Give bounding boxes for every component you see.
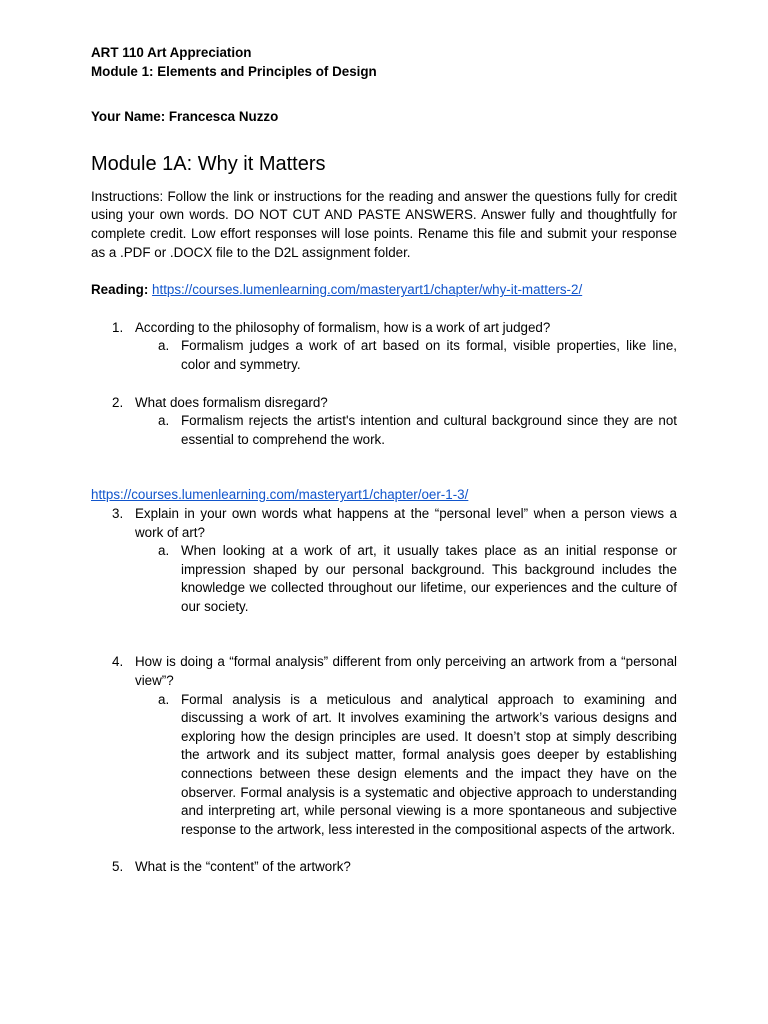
page-title: Module 1A: Why it Matters: [91, 152, 326, 175]
question-text: What does formalism disregard?: [135, 394, 328, 410]
answer-text: Formalism rejects the artist's intention and cultural background since they are not essential to comprehend the work.: [181, 413, 677, 447]
question-number: 1.: [112, 319, 124, 335]
question-number: 3.: [112, 505, 124, 521]
question-1: [91, 319, 677, 338]
answer-4: [91, 691, 677, 840]
question-text: According to the philosophy of formalism, how is a work of art judged?: [135, 319, 551, 335]
question-3: [91, 505, 677, 542]
document-page: [91, 44, 677, 877]
question-5: [91, 858, 677, 877]
reading-label: Reading:: [91, 282, 149, 298]
question-text: Explain in your own words what happens at the “personal level” when a person views a work of art?: [135, 505, 677, 540]
question-text: How is doing a “formal analysis” different from only perceiving an artwork from a “personal view”?: [135, 654, 677, 689]
module-subtitle: Module 1: Elements and Principles of Design: [91, 63, 377, 79]
question-number: 2.: [112, 394, 124, 410]
answer-letter: a.: [158, 543, 170, 559]
reading-line: [91, 281, 677, 300]
answer-letter: a.: [158, 413, 170, 429]
answer-text: When looking at a work of art, it usually takes place as an initial response or impression shaped by our personal background. This background includes the knowledge we collected throughout our lifetime, our experiences and the culture of our society.: [181, 543, 677, 614]
answer-letter: a.: [158, 691, 170, 707]
course-title: ART 110 Art Appreciation: [91, 45, 252, 60]
question-number: 5.: [112, 859, 124, 875]
answer-2: [91, 412, 677, 449]
answer-1: [91, 337, 677, 374]
student-name: Your Name: Francesca Nuzzo: [91, 109, 279, 125]
question-number: 4.: [112, 654, 124, 670]
answer-3: [91, 542, 677, 616]
answer-text: Formal analysis is a meticulous and analytical approach to examining and discussing a work of art. It involves examining the artwork’s various designs and exploring how the design principles are used. It doesn’t stop at simply describing the artwork and its subject matter, formal analysis goes deeper by establishing connections between these design elements and the impact they have on the observer. Formal analysis is a systematic and objective approach to understanding and interpreting art, while personal viewing is a more spontaneous and subjective response to the artwork, less interested in the compositional aspects of the artwork.: [181, 691, 677, 837]
answer-letter: a.: [158, 338, 170, 354]
oer-link[interactable]: https://courses.lumenlearning.com/masteryart1/chapter/oer-1-3/: [91, 487, 469, 503]
instructions-paragraph: Instructions: Follow the link or instructions for the reading and answer the questions fully for credit using your own words. DO NOT CUT AND PASTE ANSWERS. Answer fully and thoughtfully for complete credit. Low effort responses will lose points. Rename this file and submit your response as a .PDF or .DOCX file to the D2L assignment folder.: [91, 188, 677, 260]
reading-link[interactable]: https://courses.lumenlearning.com/masteryart1/chapter/why-it-matters-2/: [152, 282, 583, 298]
answer-text: Formalism judges a work of art based on its formal, visible properties, like line, color and symmetry.: [181, 338, 677, 372]
question-4: [91, 653, 677, 690]
question-text: What is the “content” of the artwork?: [135, 859, 351, 875]
question-2: [91, 394, 677, 413]
